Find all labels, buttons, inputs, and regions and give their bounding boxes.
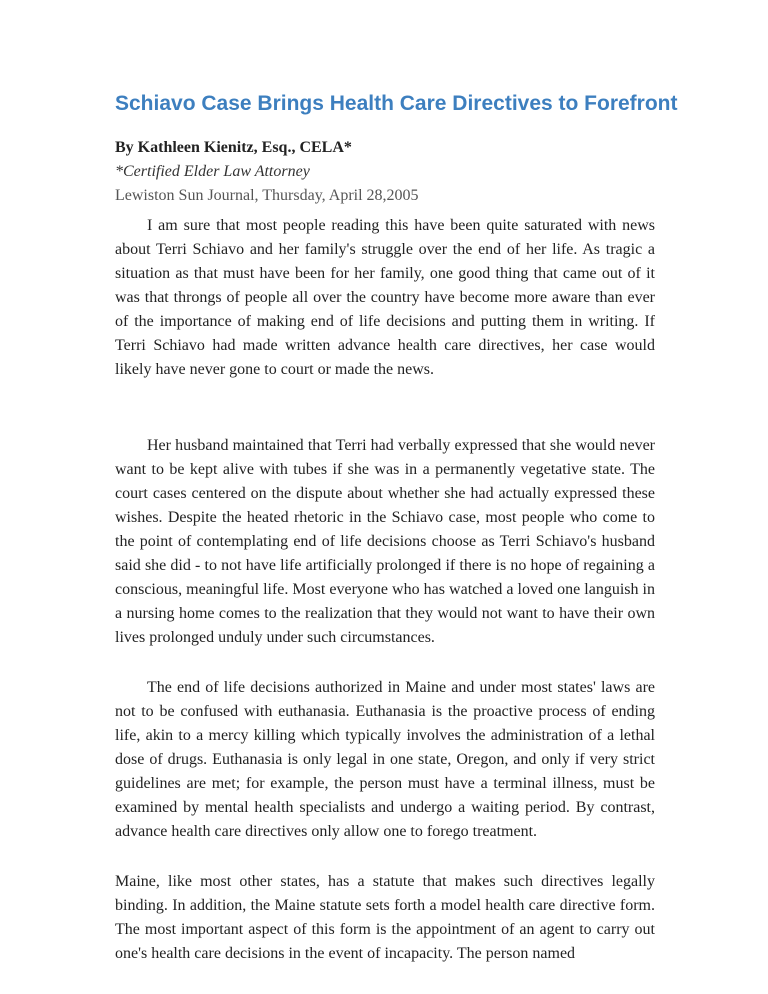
- paragraph-4: Maine, like most other states, has a statute that makes such directives legally binding. In addition, the Maine statute sets forth a model health care directive form. The most important aspect of this form is the appointment of an agent to carry out one's health care decisions in the event of incapacity. The person named: [115, 873, 655, 962]
- author-byline: By Kathleen Kienitz, Esq., CELA*: [115, 139, 352, 156]
- paragraph-1: I am sure that most people reading this have been quite saturated with news about Terri Schiavo and her family's struggle over the end of her life. As tragic a situation as that must have been for her family, one good thing that came out of it was that throngs of people all over the country have become more aware than ever of the importance of making end of life decisions and putting them in writing. If Terri Schiavo had made written advance health care directives, her case would likely have never gone to court or made the news.: [115, 217, 655, 378]
- author-credential: *Certified Elder Law Attorney: [115, 163, 310, 180]
- paragraph-2: Her husband maintained that Terri had verbally expressed that she would never want to be kept alive with tubes if she was in a permanently vegetative state. The court cases centered on the dispute about whether she had actually expressed these wishes. Despite the heated rhetoric in the Schiavo case, most people who come to the point of contemplating end of life decisions choose as Terri Schiavo's husband said she did - to not have life artificially prolonged if there is no hope of regaining a conscious, meaningful life. Most everyone who has watched a loved one languish in a nursing home comes to the realization that they would not want to have their own lives prolonged unduly under such circumstances.: [115, 437, 655, 646]
- paragraph-3: The end of life decisions authorized in Maine and under most states' laws are not to be confused with euthanasia. Euthanasia is the proactive process of ending life, akin to a mercy killing which typically involves the administration of a lethal dose of drugs. Euthanasia is only legal in one state, Oregon, and only if very strict guidelines are met; for example, the person must have a terminal illness, must be examined by mental health specialists and undergo a waiting period. By contrast, advance health care directives only allow one to forego treatment.: [115, 679, 655, 840]
- article-title: Schiavo Case Brings Health Care Directives to Forefront: [115, 92, 678, 115]
- article-meta: [115, 136, 655, 208]
- publication-source: Lewiston Sun Journal, Thursday, April 28,2005: [115, 187, 419, 204]
